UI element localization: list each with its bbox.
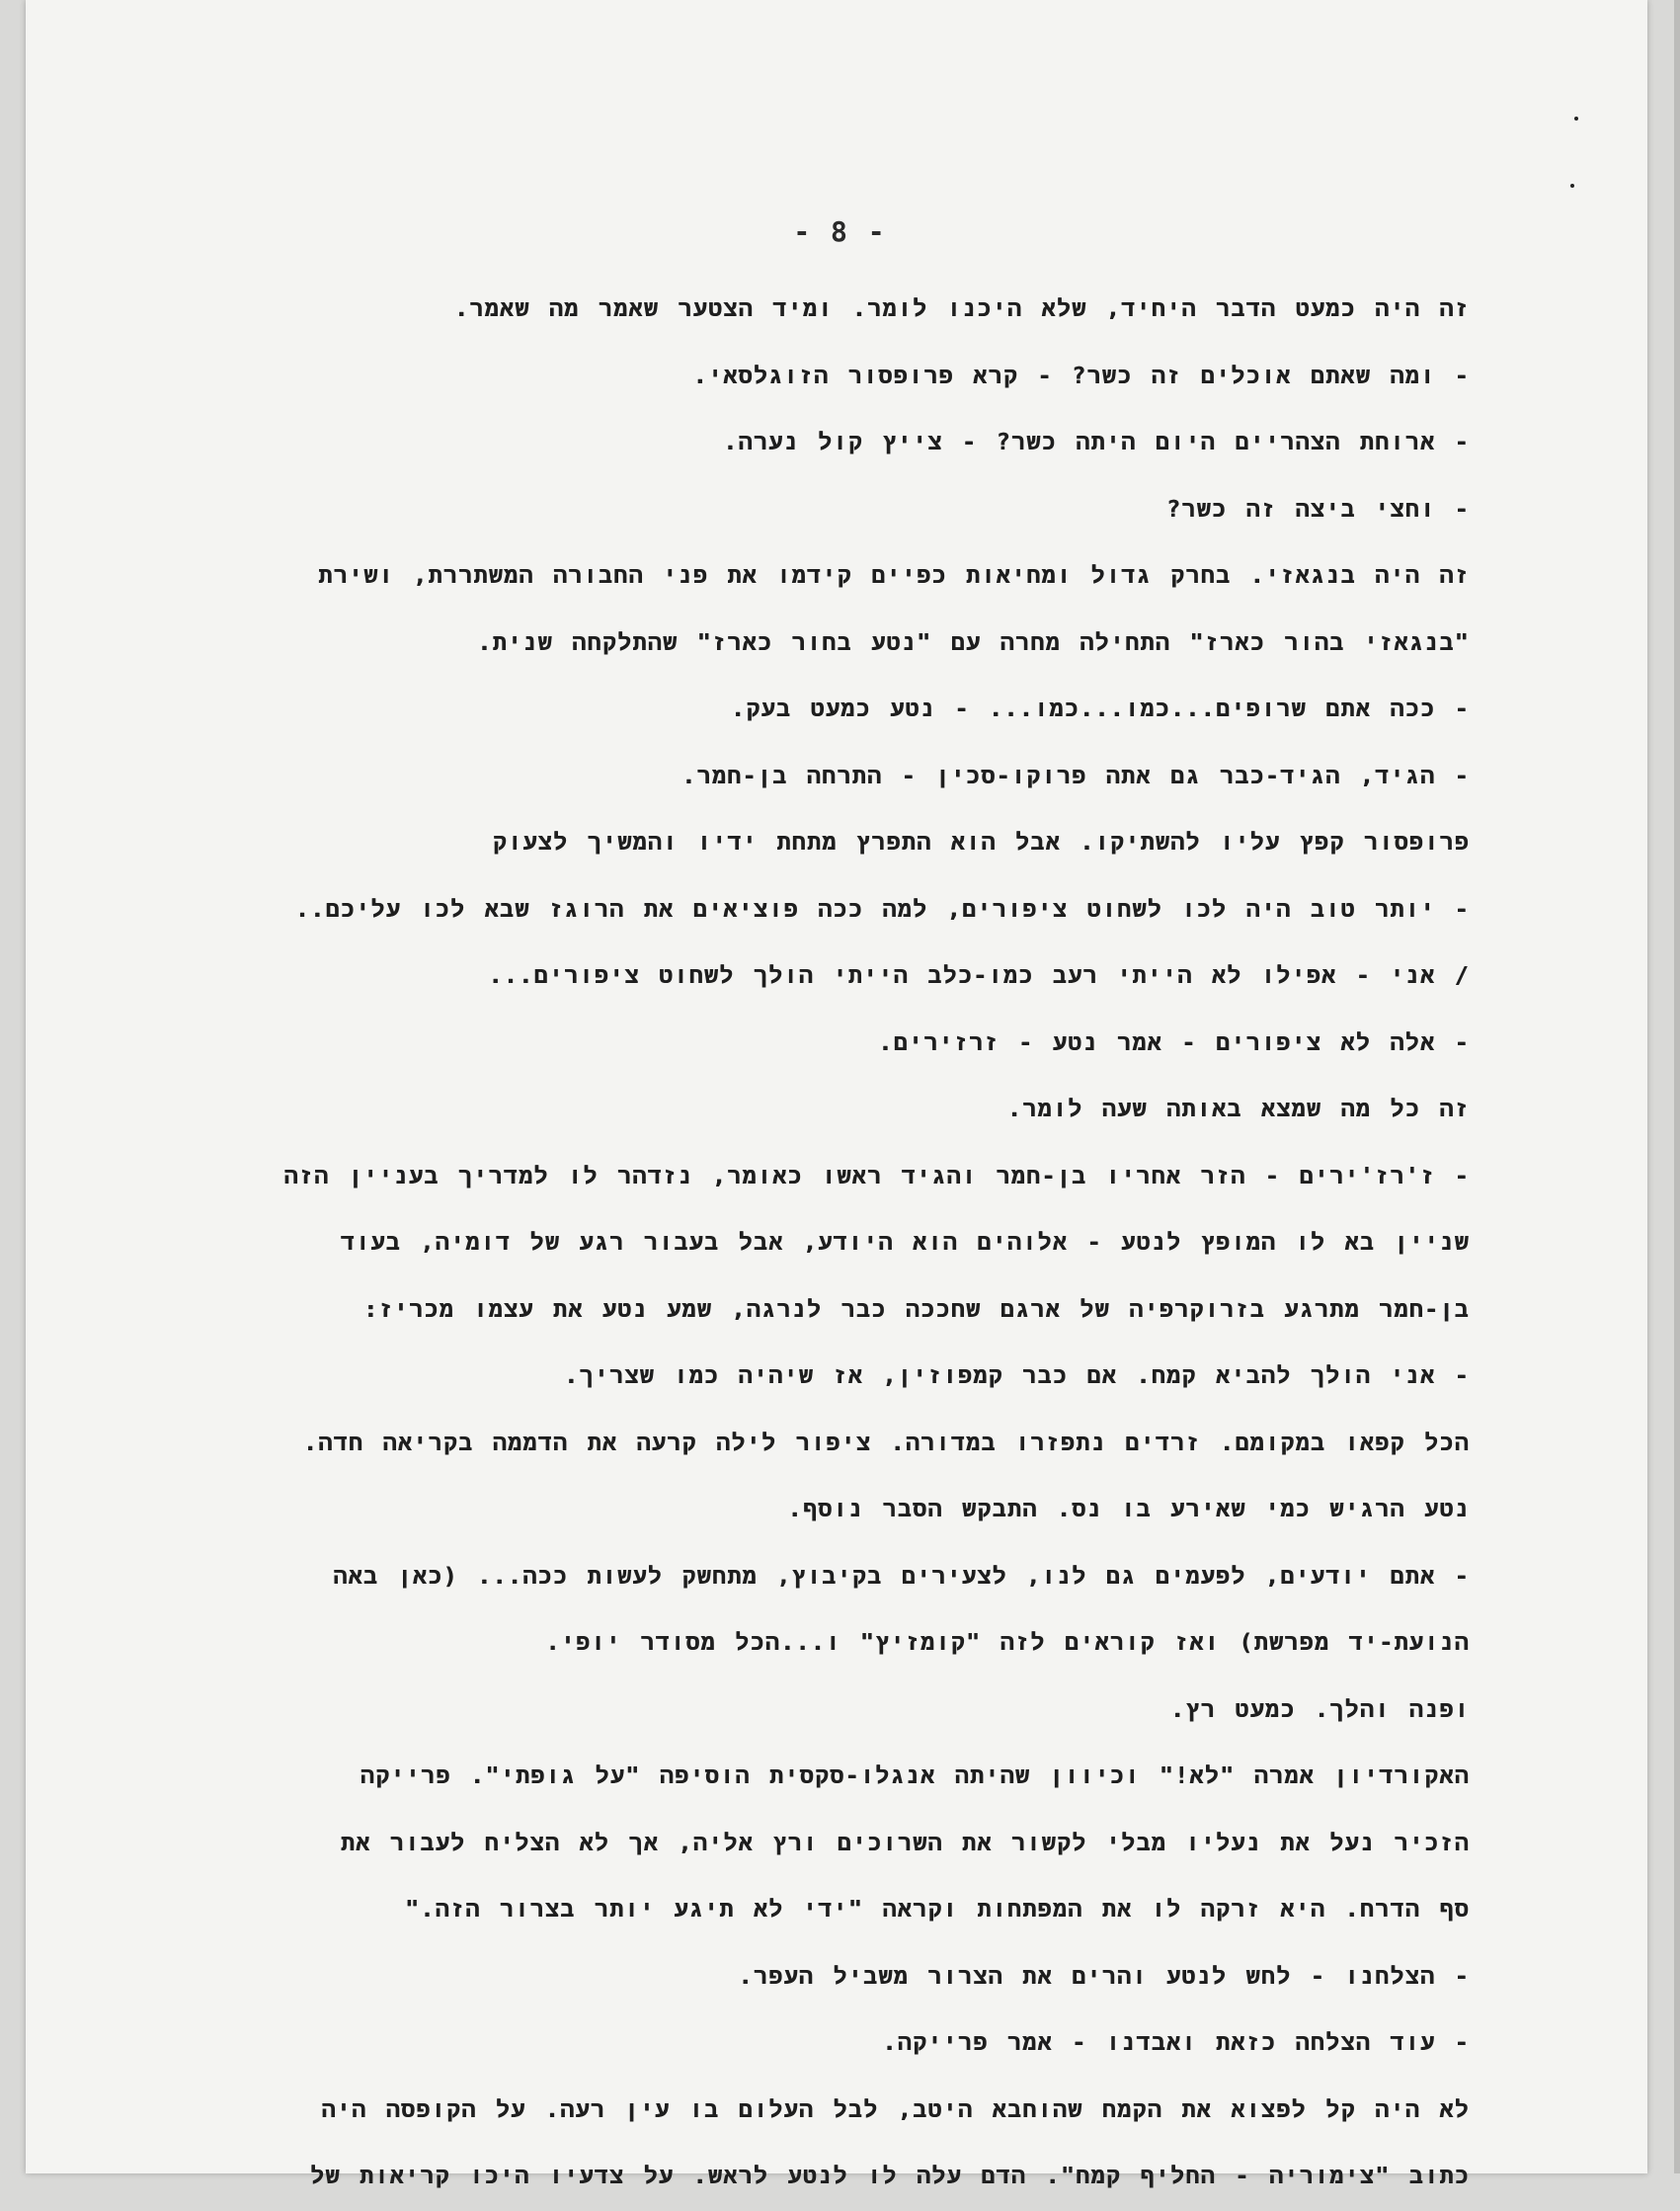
text-line: / אני - אפילו לא הייתי רעב כמו-כלב הייתי הולך לשחוט ציפורים... — [488, 963, 1470, 989]
text-line: - הצלחנו - לחש לנטע והרים את הצרור משביל העפר. — [738, 1963, 1470, 1990]
text-line: זה היה בנגאזי. בחרק גדול ומחיאות כפיים קידמו את פני החבורה המשתררת, ושירת — [318, 563, 1470, 589]
text-line: סף הדרח. היא זרקה לו את המפתחות וקראה "ידי לא תיגע יותר בצרור הזה." — [404, 1897, 1470, 1923]
text-line: - אתם יודעים, לפעמים גם לנו, לצעירים בקיבוץ, מתחשק לעשות ככה... (כאן באה — [333, 1563, 1470, 1590]
text-line: הכל קפאו במקומם. זרדים נתפזרו במדורה. ציפור לילה קרעה את הדממה בקריאה חדה. — [302, 1430, 1470, 1456]
scan-edge — [1674, 0, 1680, 2173]
text-line: נטע הרגיש כמי שאירע בו נס. התבקש הסבר נוסף. — [787, 1497, 1470, 1522]
text-line: - עוד הצלחה כזאת ואבדנו - אמר פרייקה. — [882, 2030, 1470, 2056]
page-number: - 8 - — [793, 215, 887, 248]
text-line: שניין בא לו המופץ לנטע - אלוהים הוא היודע, אבל בעבור רגע של דומיה, בעוד — [340, 1230, 1470, 1256]
text-line: כתוב "צימוריה - החליף קמח". הדם עלה לו לנטע לראש. על צדעיו היכו קריאות של — [310, 2164, 1470, 2189]
text-line: זה כל מה שמצא באותה שעה לומר. — [1006, 1097, 1470, 1122]
text-line: ופנה והלך. כמעט רץ. — [1170, 1696, 1470, 1723]
text-line: האקורדיון אמרה "לא!" וכיוון שהיתה אנגלו-סקסית הוסיפה "על גופתי". פרייקה — [360, 1763, 1470, 1789]
typewritten-text — [117, 277, 1470, 2211]
text-line: - ומה שאתם אוכלים זה כשר? - קרא פרופסור הזוגלסאי. — [692, 363, 1470, 389]
text-line: - ז'רז'ירים - הזר אחריו בן-חמר והגיד ראשו כאומר, נזדהר לו למדריך בעניין הזה — [283, 1163, 1470, 1189]
text-line: זה היה כמעט הדבר היחיד, שלא היכנו לומר. ומיד הצטער שאמר מה שאמר. — [453, 296, 1470, 322]
text-line: - הגיד, הגיד-כבר גם אתה פרוקו-סכין - התרחה בן-חמר. — [681, 763, 1470, 789]
text-line: פרופסור קפץ עליו להשתיקו. אבל הוא התפרץ מתחת ידיו והמשיך לצעוק — [492, 830, 1470, 856]
text-line: - יותר טוב היה לכו לשחוט ציפורים, למה ככה פוציאים את הרוגז שבא לכו עליכם.. — [294, 896, 1470, 923]
text-line: - ככה אתם שרופים...כמו...כמו... - נטע כמעט בעק. — [730, 696, 1470, 722]
text-line: הזכיר נעל את נעליו מבלי לקשור את השרוכים ורץ אליה, אך לא הצליח לעבור את — [340, 1830, 1470, 1856]
text-line: הנועת-יד מפרשת) ואז קוראים לזה "קומזיץ" ו...הכל מסודר יופי. — [545, 1630, 1470, 1656]
text-line: לא היה קל לפצוא את הקמח שהוחבא היטב, לבל העלום בו עין רעה. על הקופסה היה — [321, 2096, 1470, 2123]
text-line: בן-חמר מתרגע בזרוקרפיה של ארגם שחככה כבר לנרגה, שמע נטע את עצמו מכריז: — [363, 1296, 1470, 1323]
text-line: - אני הולך להביא קמח. אם כבר קמפוזין, אז שיהיה כמו שצריך. — [564, 1363, 1470, 1389]
text-line: - ארוחת הצהריים היום היתה כשר? - צייץ קול נערה. — [723, 430, 1470, 455]
text-line: - וחצי ביצה זה כשר? — [1165, 496, 1470, 523]
text-line: - אלה לא ציפורים - אמר נטע - זרזירים. — [878, 1029, 1470, 1056]
text-line: "בנגאזי בהור כארז" התחילה מחרה עם "נטע בחור כארז" שהתלקחה שנית. — [477, 629, 1470, 656]
